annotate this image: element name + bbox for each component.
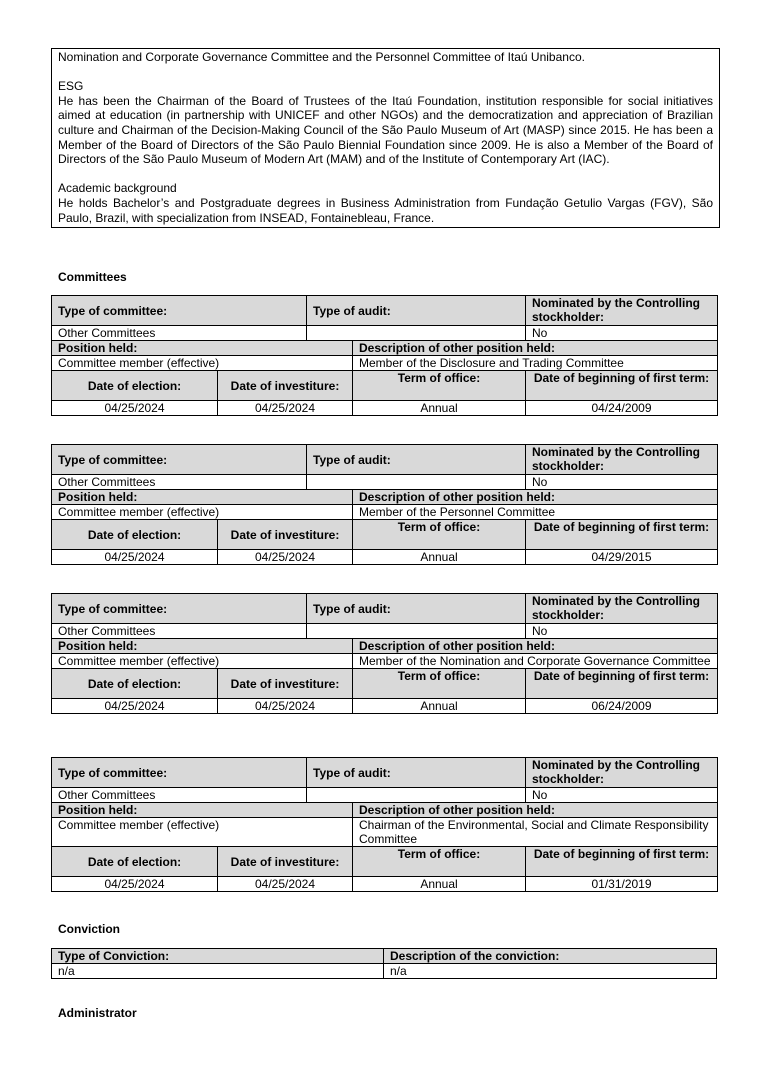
date-investiture-label: Date of investiture: bbox=[218, 847, 353, 877]
description-other-label: Description of other position held: bbox=[353, 803, 718, 818]
committee-table bbox=[51, 757, 718, 892]
position-held-label: Position held: bbox=[52, 490, 353, 505]
nominated-label: Nominated by the Controlling stockholder: bbox=[526, 758, 718, 788]
nominated-value: No bbox=[526, 624, 718, 639]
committee-table bbox=[51, 444, 718, 565]
esg-heading: ESG bbox=[58, 79, 84, 94]
position-held-value: Committee member (effective) bbox=[52, 505, 353, 520]
committee-table bbox=[51, 593, 718, 714]
audit-type-value bbox=[307, 326, 526, 341]
date-investiture-value: 04/25/2024 bbox=[218, 699, 353, 714]
term-office-label: Term of office: bbox=[353, 847, 526, 877]
description-other-value: Chairman of the Environmental, Social and Climate Responsibility Committee bbox=[353, 818, 718, 847]
type-of-audit-label: Type of audit: bbox=[307, 296, 526, 326]
nominated-label: Nominated by the Controlling stockholder: bbox=[526, 296, 718, 326]
nominated-value: No bbox=[526, 326, 718, 341]
description-other-label: Description of other position held: bbox=[353, 639, 718, 654]
term-office-label: Term of office: bbox=[353, 520, 526, 550]
esg-text: He has been the Chairman of the Board of Trustees of the Itaú Foundation, institution responsible for social initiatives aimed at education (in partnership with UNICEF and other NGOs) and the democratization and appreciation of Brazilian culture and Chairman of the Decision-Making Council of the São Paulo Museum of Art (MASP) since 2015. He has been a Member of the Board of Directors of the São Paulo Biennial Foundation since 2009. He is also a Member of the Board of Directors of the São Paulo Museum of Modern Art (MAM) and of the Institute of Contemporary Art (IAC). bbox=[58, 93, 713, 167]
type-of-committee-label: Type of committee: bbox=[52, 758, 307, 788]
date-investiture-value: 04/25/2024 bbox=[218, 550, 353, 565]
date-beginning-value: 01/31/2019 bbox=[526, 877, 718, 892]
biography-box bbox=[51, 48, 720, 228]
term-office-value: Annual bbox=[353, 699, 526, 714]
position-held-label: Position held: bbox=[52, 341, 353, 356]
date-beginning-value: 06/24/2009 bbox=[526, 699, 718, 714]
position-held-value: Committee member (effective) bbox=[52, 356, 353, 371]
date-election-value: 04/25/2024 bbox=[52, 550, 218, 565]
academic-heading: Academic background bbox=[58, 181, 177, 196]
date-beginning-label: Date of beginning of first term: bbox=[526, 520, 718, 550]
description-other-value: Member of the Personnel Committee bbox=[353, 505, 718, 520]
description-other-value: Member of the Nomination and Corporate Governance Committee bbox=[353, 654, 718, 669]
conviction-heading: Conviction bbox=[58, 922, 120, 936]
type-of-committee-label: Type of committee: bbox=[52, 445, 307, 475]
date-election-label: Date of election: bbox=[52, 520, 218, 550]
date-election-value: 04/25/2024 bbox=[52, 877, 218, 892]
date-investiture-label: Date of investiture: bbox=[218, 520, 353, 550]
position-held-label: Position held: bbox=[52, 639, 353, 654]
conviction-type-value: n/a bbox=[52, 964, 384, 979]
nominated-value: No bbox=[526, 788, 718, 803]
date-beginning-value: 04/29/2015 bbox=[526, 550, 718, 565]
nominated-label: Nominated by the Controlling stockholder: bbox=[526, 445, 718, 475]
type-of-committee-label: Type of committee: bbox=[52, 594, 307, 624]
date-beginning-value: 04/24/2009 bbox=[526, 401, 718, 416]
term-office-value: Annual bbox=[353, 401, 526, 416]
committee-type-value: Other Committees bbox=[52, 326, 307, 341]
description-other-label: Description of other position held: bbox=[353, 341, 718, 356]
date-investiture-value: 04/25/2024 bbox=[218, 401, 353, 416]
type-of-committee-label: Type of committee: bbox=[52, 296, 307, 326]
conviction-table bbox=[51, 948, 717, 979]
date-election-label: Date of election: bbox=[52, 669, 218, 699]
term-office-value: Annual bbox=[353, 877, 526, 892]
type-of-audit-label: Type of audit: bbox=[307, 758, 526, 788]
date-investiture-label: Date of investiture: bbox=[218, 371, 353, 401]
conviction-description-value: n/a bbox=[384, 964, 717, 979]
committee-type-value: Other Committees bbox=[52, 788, 307, 803]
date-election-value: 04/25/2024 bbox=[52, 401, 218, 416]
committee-type-value: Other Committees bbox=[52, 475, 307, 490]
date-beginning-label: Date of beginning of first term: bbox=[526, 371, 718, 401]
type-of-audit-label: Type of audit: bbox=[307, 594, 526, 624]
committees-heading: Committees bbox=[58, 270, 127, 284]
conviction-type-label: Type of Conviction: bbox=[52, 949, 384, 964]
academic-text: He holds Bachelor’s and Postgraduate degrees in Business Administration from Fundação Getulio Vargas (FGV), São Paulo, Brazil, with specialization from INSEAD, Fontainebleau, France. bbox=[58, 195, 713, 225]
committee-table bbox=[51, 295, 718, 416]
audit-type-value bbox=[307, 475, 526, 490]
date-investiture-value: 04/25/2024 bbox=[218, 877, 353, 892]
date-election-value: 04/25/2024 bbox=[52, 699, 218, 714]
date-election-label: Date of election: bbox=[52, 371, 218, 401]
committee-type-value: Other Committees bbox=[52, 624, 307, 639]
description-other-value: Member of the Disclosure and Trading Committee bbox=[353, 356, 718, 371]
position-held-value: Committee member (effective) bbox=[52, 818, 353, 847]
administrator-heading: Administrator bbox=[58, 1006, 137, 1020]
description-other-label: Description of other position held: bbox=[353, 490, 718, 505]
audit-type-value bbox=[307, 624, 526, 639]
term-office-label: Term of office: bbox=[353, 371, 526, 401]
date-beginning-label: Date of beginning of first term: bbox=[526, 847, 718, 877]
date-investiture-label: Date of investiture: bbox=[218, 669, 353, 699]
term-office-value: Annual bbox=[353, 550, 526, 565]
date-election-label: Date of election: bbox=[52, 847, 218, 877]
type-of-audit-label: Type of audit: bbox=[307, 445, 526, 475]
position-held-value: Committee member (effective) bbox=[52, 654, 353, 669]
conviction-description-label: Description of the conviction: bbox=[384, 949, 717, 964]
term-office-label: Term of office: bbox=[353, 669, 526, 699]
nominated-value: No bbox=[526, 475, 718, 490]
nominated-label: Nominated by the Controlling stockholder: bbox=[526, 594, 718, 624]
bio-intro-line: Nomination and Corporate Governance Committee and the Personnel Committee of Itaú Unibanco. bbox=[58, 50, 585, 64]
date-beginning-label: Date of beginning of first term: bbox=[526, 669, 718, 699]
position-held-label: Position held: bbox=[52, 803, 353, 818]
audit-type-value bbox=[307, 788, 526, 803]
